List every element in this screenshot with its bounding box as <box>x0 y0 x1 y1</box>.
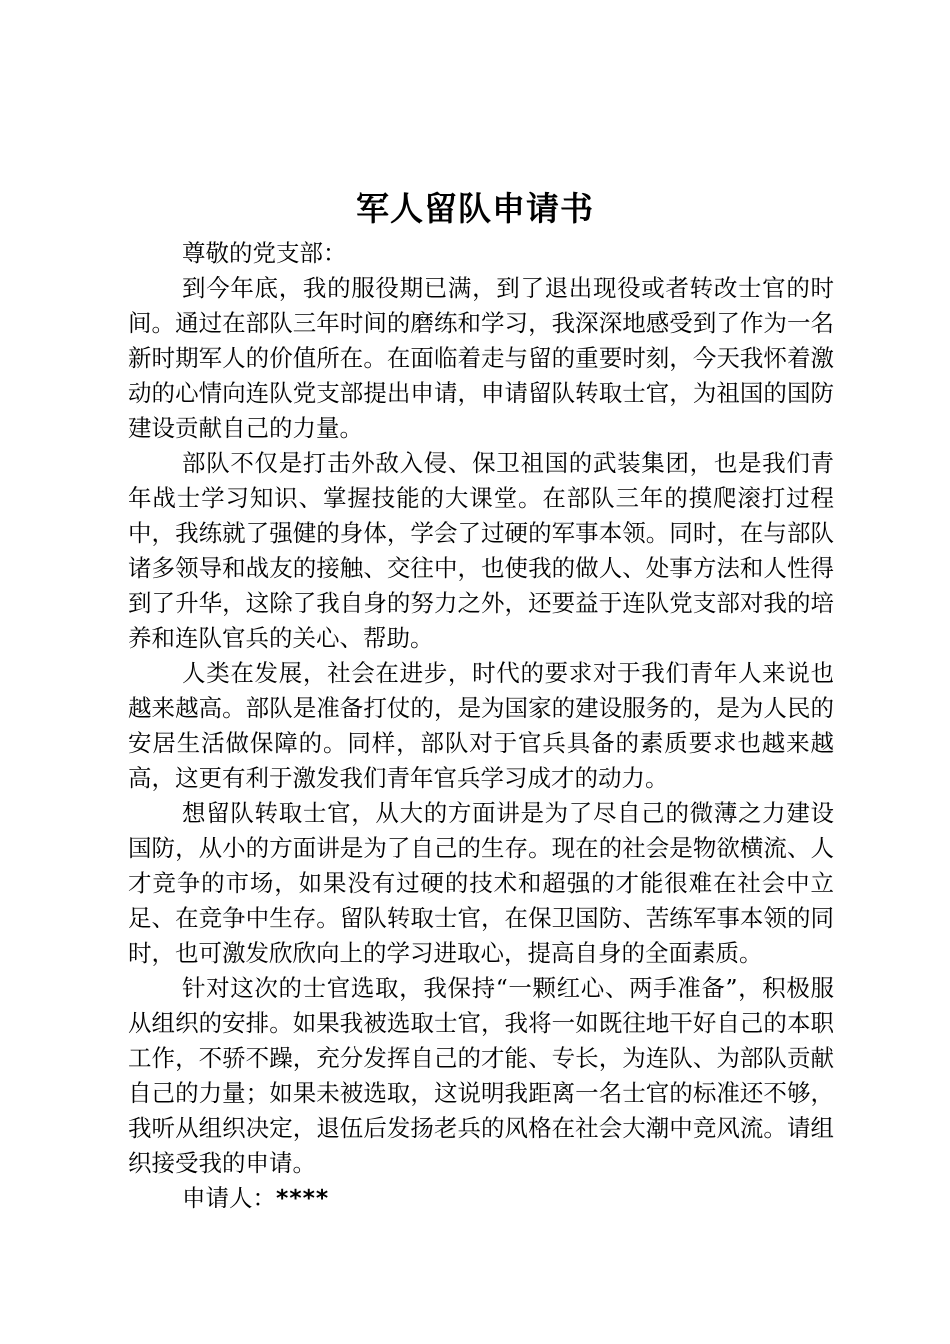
document-title: 军人留队申请书 <box>356 189 594 228</box>
paragraph: 针对这次的士官选取，我保持“一颗红心、两手准备”，积极服从组织的安排。如果我被选取士官，我将一如既往地干好自己的本职工作，不骄不躁，充分发挥自己的才能、专长，为连队、为部队贡献自己的力量；如果未被选取，这说明我距离一名士官的标准还不够，我听从组织决定，退伍后发扬老兵的风格在社会大潮中竞风流。请组织接受我的申请。 <box>128 974 834 1177</box>
signature-name: **** <box>276 1184 330 1212</box>
document-body <box>128 236 834 1216</box>
signature-label: 申请人： <box>182 1184 277 1212</box>
signature-line <box>128 1181 834 1216</box>
paragraph: 部队不仅是打击外敌入侵、保卫祖国的武装集团，也是我们青年战士学习知识、掌握技能的大课堂。在部队三年的摸爬滚打过程中，我练就了强健的身体，学会了过硬的军事本领。同时，在与部队诸多领导和战友的接触、交往中，也使我的做人、处事方法和人性得到了升华，这除了我自身的努力之外，还要益于连队党支部对我的培养和连队官兵的关心、帮助。 <box>128 449 834 652</box>
paragraph: 人类在发展，社会在进步，时代的要求对于我们青年人来说也越来越高。部队是准备打仗的，是为国家的建设服务的，是为人民的安居生活做保障的。同样，部队对于官兵具备的素质要求也越来越高，这更有利于激发我们青年官兵学习成才的动力。 <box>128 659 834 792</box>
paragraph: 想留队转取士官，从大的方面讲是为了尽自己的微薄之力建设国防，从小的方面讲是为了自己的生存。现在的社会是物欲横流、人才竞争的市场，如果没有过硬的技术和超强的才能很难在社会中立足、在竞争中生存。留队转取士官，在保卫国防、苦练军事本领的同时，也可激发欣欣向上的学习进取心，提高自身的全面素质。 <box>128 799 834 967</box>
salutation: 尊敬的党支部： <box>182 239 347 267</box>
paragraph: 到今年底，我的服役期已满，到了退出现役或者转改士官的时间。通过在部队三年时间的磨练和学习，我深深地感受到了作为一名新时期军人的价值所在。在面临着走与留的重要时刻，今天我怀着激动的心情向连队党支部提出申请，申请留队转取士官，为祖国的国防建设贡献自己的力量。 <box>128 274 834 442</box>
